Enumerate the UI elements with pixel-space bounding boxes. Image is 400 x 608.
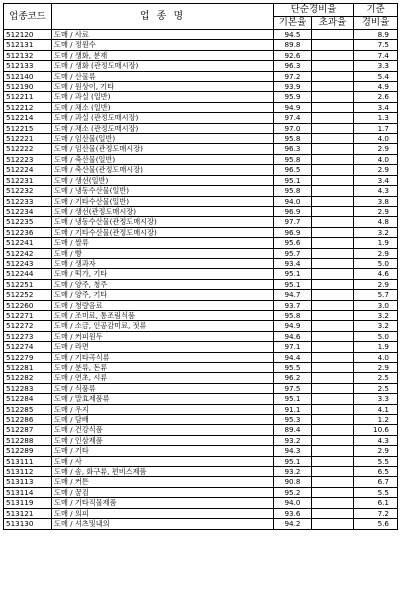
cell-name: 도매 / 의피 [52,508,274,518]
table-row [4,331,398,341]
cell-name: 도매 / 정원수 [52,40,274,50]
cell-basic-rate: 94.0 [274,498,312,508]
table-row [4,508,398,518]
cell-standard-rate: 7.5 [354,40,398,50]
cell-standard-rate: 5.7 [354,290,398,300]
table-row [4,82,398,92]
cell-basic-rate: 89.8 [274,40,312,50]
cell-standard-rate: 4.0 [354,352,398,362]
cell-code: 512243 [4,258,52,268]
cell-excess-rate [312,394,354,404]
cell-code: 512133 [4,61,52,71]
cell-excess-rate [312,102,354,112]
cell-name: 도매 / 기타수산물(관정도매시장) [52,227,274,237]
table-row [4,186,398,196]
cell-standard-rate: 3.4 [354,175,398,185]
cell-code: 512283 [4,383,52,393]
cell-name: 도매 / 꿈검 [52,487,274,497]
cell-code: 512224 [4,165,52,175]
cell-code: 513119 [4,498,52,508]
cell-excess-rate [312,310,354,320]
cell-basic-rate: 94.9 [274,321,312,331]
cell-name: 도매 / 쌀류 [52,238,274,248]
cell-name: 도매 / 과실 (관정도매시장) [52,113,274,123]
header-basic-rate: 기본율 [274,17,312,30]
cell-standard-rate: 6.1 [354,498,398,508]
cell-excess-rate [312,61,354,71]
table-header [4,4,398,30]
cell-basic-rate: 94.0 [274,196,312,206]
table-row [4,394,398,404]
cell-name: 도매 / 기타수산물(일반) [52,196,274,206]
cell-code: 512244 [4,269,52,279]
cell-code: 512252 [4,290,52,300]
cell-basic-rate: 95.8 [274,310,312,320]
cell-standard-rate: 2.5 [354,383,398,393]
table-body [4,30,398,530]
cell-code: 512233 [4,196,52,206]
cell-code: 513121 [4,508,52,518]
cell-standard-rate: 8.9 [354,30,398,40]
cell-excess-rate [312,196,354,206]
cell-code: 512214 [4,113,52,123]
cell-code: 513113 [4,477,52,487]
cell-name: 도매 / 기타직물제품 [52,498,274,508]
cell-code: 512232 [4,186,52,196]
cell-standard-rate: 4.1 [354,404,398,414]
cell-name: 도매 / 솜, 화구류, 편비스제품 [52,467,274,477]
table-row [4,352,398,362]
header-standard-rate-bottom: 경비율 [354,17,398,30]
cell-excess-rate [312,404,354,414]
cell-standard-rate: 1.7 [354,123,398,133]
table-row [4,446,398,456]
cell-name: 도매 / 임산물(일반) [52,134,274,144]
header-code: 업종코드 [4,4,52,30]
cell-basic-rate: 97.2 [274,71,312,81]
cell-name: 도매 / 우지 [52,404,274,414]
cell-basic-rate: 89.4 [274,425,312,435]
cell-basic-rate: 93.9 [274,82,312,92]
cell-standard-rate: 4.8 [354,217,398,227]
cell-excess-rate [312,498,354,508]
table-row [4,217,398,227]
cell-basic-rate: 95.1 [274,456,312,466]
cell-code: 512273 [4,331,52,341]
cell-excess-rate [312,435,354,445]
cell-standard-rate: 1.3 [354,113,398,123]
table-row [4,238,398,248]
table-row [4,415,398,425]
cell-standard-rate: 6.7 [354,477,398,487]
cell-standard-rate: 4.0 [354,154,398,164]
cell-code: 512287 [4,425,52,435]
table-row [4,154,398,164]
table-row [4,477,398,487]
cell-name: 도매 / 청량음료 [52,300,274,310]
cell-name: 도매 / 커피원두 [52,331,274,341]
cell-name: 도매 / 조미료, 통조림식품 [52,310,274,320]
table-row [4,206,398,216]
table-row [4,113,398,123]
cell-basic-rate: 96.2 [274,373,312,383]
table-row [4,227,398,237]
cell-name: 도매 / 셔츠및내의 [52,519,274,529]
cell-name: 도매 / 커튼 [52,477,274,487]
cell-code: 512140 [4,71,52,81]
cell-excess-rate [312,519,354,529]
cell-name: 도매 / 산물류 [52,71,274,81]
cell-code: 513114 [4,487,52,497]
cell-basic-rate: 97.4 [274,113,312,123]
cell-basic-rate: 93.7 [274,300,312,310]
table-row [4,373,398,383]
table-row [4,165,398,175]
cell-standard-rate: 3.3 [354,394,398,404]
cell-excess-rate [312,425,354,435]
cell-code: 512272 [4,321,52,331]
cell-code: 512222 [4,144,52,154]
cell-standard-rate: 4.3 [354,435,398,445]
cell-excess-rate [312,373,354,383]
cell-basic-rate: 95.8 [274,186,312,196]
cell-excess-rate [312,165,354,175]
cell-excess-rate [312,321,354,331]
cell-excess-rate [312,258,354,268]
cell-standard-rate: 3.3 [354,61,398,71]
cell-code: 512221 [4,134,52,144]
table-row [4,279,398,289]
cell-basic-rate: 97.0 [274,123,312,133]
table-row [4,102,398,112]
cell-name: 도매 / 떡가, 기타 [52,269,274,279]
cell-excess-rate [312,238,354,248]
cell-name: 도매 / 생과자 [52,258,274,268]
cell-excess-rate [312,175,354,185]
cell-name: 도매 / 채소 (일반) [52,102,274,112]
cell-code: 512236 [4,227,52,237]
cell-excess-rate [312,383,354,393]
table-row [4,456,398,466]
table-row [4,342,398,352]
cell-standard-rate: 1.9 [354,238,398,248]
table-row [4,92,398,102]
cell-standard-rate: 2.9 [354,446,398,456]
cell-standard-rate: 3.8 [354,196,398,206]
cell-standard-rate: 1.9 [354,342,398,352]
cell-basic-rate: 95.1 [274,279,312,289]
table-row [4,425,398,435]
cell-excess-rate [312,331,354,341]
cell-name: 도매 / 냉동수산물(관정도매시장) [52,217,274,227]
cell-basic-rate: 95.8 [274,154,312,164]
cell-excess-rate [312,487,354,497]
cell-standard-rate: 5.5 [354,456,398,466]
cell-excess-rate [312,415,354,425]
cell-standard-rate: 3.2 [354,321,398,331]
cell-excess-rate [312,92,354,102]
cell-excess-rate [312,279,354,289]
cell-code: 512132 [4,50,52,60]
cell-basic-rate: 97.1 [274,342,312,352]
cell-excess-rate [312,508,354,518]
cell-code: 512285 [4,404,52,414]
table-row [4,175,398,185]
cell-name: 도매 / 인삼제품 [52,435,274,445]
cell-excess-rate [312,71,354,81]
cell-excess-rate [312,82,354,92]
table-row [4,61,398,71]
cell-basic-rate: 94.6 [274,331,312,341]
cell-code: 512279 [4,352,52,362]
cell-name: 도매 / 과실 (일반) [52,92,274,102]
cell-basic-rate: 96.5 [274,165,312,175]
table-row [4,363,398,373]
cell-standard-rate: 6.5 [354,467,398,477]
cell-basic-rate: 95.5 [274,363,312,373]
cell-standard-rate: 7.4 [354,50,398,60]
cell-name: 도매 / 축산물(일반) [52,154,274,164]
cell-excess-rate [312,269,354,279]
cell-basic-rate: 95.9 [274,92,312,102]
cell-basic-rate: 94.4 [274,352,312,362]
cell-basic-rate: 93.2 [274,467,312,477]
header-simple-rate: 단순경비율 [274,4,354,17]
cell-name: 도매 / 생선(관정도매시장) [52,206,274,216]
cell-basic-rate: 95.1 [274,269,312,279]
cell-excess-rate [312,123,354,133]
cell-basic-rate: 92.6 [274,50,312,60]
cell-excess-rate [312,30,354,40]
table-row [4,383,398,393]
cell-name: 도매 / 생화 (관정도매시장) [52,61,274,71]
cell-name: 도매 / 담배 [52,415,274,425]
cell-basic-rate: 95.2 [274,487,312,497]
table-row [4,71,398,81]
cell-code: 512211 [4,92,52,102]
cell-name: 도매 / 임산물(관정도매시장) [52,144,274,154]
cell-excess-rate [312,217,354,227]
table-row [4,50,398,60]
cell-code: 512284 [4,394,52,404]
cell-basic-rate: 95.7 [274,248,312,258]
cell-name: 도매 / 사료 [52,30,274,40]
cell-name: 도매 / 식품류 [52,383,274,393]
cell-standard-rate: 4.9 [354,82,398,92]
cell-name: 도매 / 생선(일반) [52,175,274,185]
cell-name: 도매 / 생화, 분재 [52,50,274,60]
cell-standard-rate: 2.9 [354,248,398,258]
cell-basic-rate: 93.4 [274,258,312,268]
cell-excess-rate [312,456,354,466]
cell-standard-rate: 3.2 [354,227,398,237]
header-excess-rate: 초과율 [312,17,354,30]
cell-standard-rate: 3.4 [354,102,398,112]
cell-standard-rate: 10.6 [354,425,398,435]
table-row [4,30,398,40]
cell-name: 도매 / 기타곡식류 [52,352,274,362]
cell-basic-rate: 96.3 [274,61,312,71]
cell-code: 512241 [4,238,52,248]
cell-name: 도매 / 냉동수산물(일반) [52,186,274,196]
cell-basic-rate: 97.5 [274,383,312,393]
cell-excess-rate [312,144,354,154]
cell-excess-rate [312,477,354,487]
cell-basic-rate: 96.9 [274,227,312,237]
cell-name: 도매 / 채소 (관정도매시장) [52,123,274,133]
cell-code: 512231 [4,175,52,185]
cell-standard-rate: 1.2 [354,415,398,425]
header-standard-rate-top: 기준 [354,4,398,17]
cell-code: 512288 [4,435,52,445]
cell-basic-rate: 95.1 [274,394,312,404]
cell-code: 513111 [4,456,52,466]
table-row [4,144,398,154]
table-row [4,404,398,414]
cell-standard-rate: 2.6 [354,92,398,102]
table-row [4,321,398,331]
cell-basic-rate: 96.9 [274,206,312,216]
cell-code: 512286 [4,415,52,425]
cell-name: 도매 / 양주, 기타 [52,290,274,300]
cell-code: 512282 [4,373,52,383]
cell-name: 도매 / 사 [52,456,274,466]
table-row [4,487,398,497]
cell-name: 도매 / 분류, 돈류 [52,363,274,373]
cell-standard-rate: 5.6 [354,519,398,529]
table-row [4,310,398,320]
table-row [4,290,398,300]
cell-standard-rate: 7.2 [354,508,398,518]
cell-code: 512120 [4,30,52,40]
cell-standard-rate: 5.4 [354,71,398,81]
cell-standard-rate: 2.9 [354,144,398,154]
cell-excess-rate [312,134,354,144]
cell-excess-rate [312,206,354,216]
cell-basic-rate: 94.5 [274,30,312,40]
cell-code: 512242 [4,248,52,258]
cell-excess-rate [312,300,354,310]
rate-table [3,3,398,530]
cell-code: 513130 [4,519,52,529]
cell-excess-rate [312,446,354,456]
table-row [4,300,398,310]
cell-excess-rate [312,50,354,60]
cell-excess-rate [312,467,354,477]
cell-excess-rate [312,248,354,258]
cell-name: 도매 / 원상이, 기타 [52,82,274,92]
table-row [4,519,398,529]
cell-standard-rate: 2.9 [354,279,398,289]
cell-code: 513112 [4,467,52,477]
cell-code: 512281 [4,363,52,373]
cell-standard-rate: 5.5 [354,487,398,497]
cell-name: 도매 / 말효제품류 [52,394,274,404]
cell-name: 도매 / 축산물(관정도매시장) [52,165,274,175]
cell-basic-rate: 95.8 [274,134,312,144]
cell-excess-rate [312,227,354,237]
cell-code: 512212 [4,102,52,112]
table-row [4,498,398,508]
cell-code: 512251 [4,279,52,289]
cell-basic-rate: 94.2 [274,519,312,529]
cell-code: 512223 [4,154,52,164]
cell-standard-rate: 3.2 [354,310,398,320]
cell-basic-rate: 94.7 [274,290,312,300]
cell-standard-rate: 2.9 [354,363,398,373]
cell-basic-rate: 93.6 [274,508,312,518]
table-row [4,435,398,445]
cell-basic-rate: 90.8 [274,477,312,487]
table-row [4,258,398,268]
cell-standard-rate: 4.0 [354,134,398,144]
cell-name: 도매 / 건강식품 [52,425,274,435]
cell-standard-rate: 4.6 [354,269,398,279]
cell-standard-rate: 5.0 [354,331,398,341]
table-row [4,467,398,477]
cell-standard-rate: 3.0 [354,300,398,310]
cell-name: 도매 / 연초, 시류 [52,373,274,383]
cell-basic-rate: 94.9 [274,102,312,112]
cell-excess-rate [312,40,354,50]
cell-code: 512274 [4,342,52,352]
cell-code: 512289 [4,446,52,456]
header-name: 업 종 명 [52,4,274,30]
cell-excess-rate [312,363,354,373]
cell-standard-rate: 2.9 [354,206,398,216]
cell-excess-rate [312,352,354,362]
table-row [4,269,398,279]
cell-code: 512234 [4,206,52,216]
cell-name: 도매 / 빵 [52,248,274,258]
cell-code: 512131 [4,40,52,50]
cell-excess-rate [312,113,354,123]
cell-standard-rate: 2.9 [354,165,398,175]
table-row [4,196,398,206]
cell-standard-rate: 2.5 [354,373,398,383]
cell-name: 도매 / 양주, 청주 [52,279,274,289]
cell-name: 도매 / 기타 [52,446,274,456]
cell-standard-rate: 4.3 [354,186,398,196]
cell-excess-rate [312,290,354,300]
cell-excess-rate [312,342,354,352]
cell-name: 도매 / 소금, 인공감미료, 젓류 [52,321,274,331]
cell-code: 512235 [4,217,52,227]
cell-basic-rate: 95.3 [274,415,312,425]
table-row [4,40,398,50]
cell-basic-rate: 95.6 [274,238,312,248]
cell-excess-rate [312,154,354,164]
table-row [4,123,398,133]
cell-code: 512271 [4,310,52,320]
cell-basic-rate: 91.1 [274,404,312,414]
cell-basic-rate: 96.3 [274,144,312,154]
cell-standard-rate: 5.0 [354,258,398,268]
cell-basic-rate: 94.3 [274,446,312,456]
cell-code: 512190 [4,82,52,92]
cell-excess-rate [312,186,354,196]
cell-basic-rate: 97.7 [274,217,312,227]
cell-code: 512260 [4,300,52,310]
cell-code: 512215 [4,123,52,133]
table-row [4,134,398,144]
cell-name: 도매 / 라면 [52,342,274,352]
cell-basic-rate: 95.1 [274,175,312,185]
table-row [4,248,398,258]
cell-basic-rate: 93.2 [274,435,312,445]
